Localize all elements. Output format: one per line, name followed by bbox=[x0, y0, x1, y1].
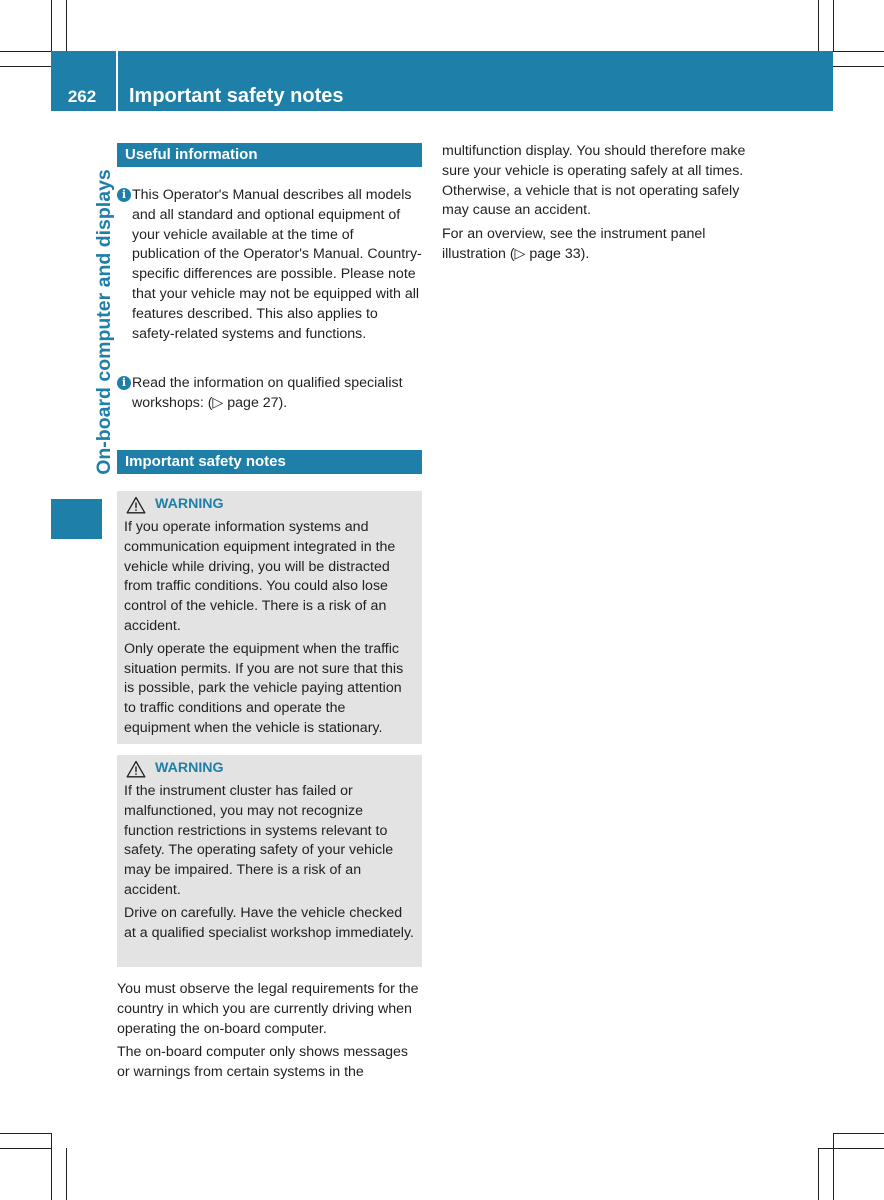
info-note-text: Read the information on qualified specialist workshops: (▷ page 27). bbox=[132, 375, 403, 411]
page-number: 262 bbox=[67, 87, 97, 106]
body-paragraph: For an overview, see the instrument panel illustration (▷ page 33). bbox=[442, 226, 706, 262]
info-icon: i bbox=[117, 188, 131, 202]
crop-mark bbox=[51, 0, 52, 51]
chapter-tab-marker bbox=[51, 499, 102, 539]
warning-header bbox=[124, 759, 415, 779]
crop-mark bbox=[818, 0, 819, 51]
info-note bbox=[117, 374, 423, 414]
crop-mark bbox=[833, 51, 884, 52]
warning-text: If you operate information systems and communication equipment integrated in the vehicle while driving, you will be distracted from traffic conditions. You could also lose control of the vehicle. There is a risk of an accident. bbox=[124, 519, 396, 634]
crop-mark bbox=[833, 0, 834, 51]
warning-text: If the instrument cluster has failed or malfunctioned, you may not recognize function restrictions in systems relevant to safety. The operating safety of your vehicle may be impaired. There is a risk of an accident. bbox=[124, 783, 394, 898]
chapter-side-tab: On-board computer and displays bbox=[93, 169, 115, 475]
info-icon: i bbox=[117, 376, 131, 390]
body-paragraph: You must observe the legal requirements for the country in which you are currently driving when operating the on-board computer. bbox=[117, 981, 419, 1037]
crop-mark bbox=[0, 1148, 51, 1149]
warning-box bbox=[117, 755, 422, 967]
crop-mark bbox=[818, 1148, 884, 1149]
section-heading-useful-information: Useful information bbox=[117, 143, 422, 167]
warning-label: WARNING bbox=[155, 496, 224, 513]
body-paragraph: multifunction display. You should therefore make sure your vehicle is operating safely at all times. Otherwise, a vehicle that is not operating safely may cause an accident. bbox=[442, 143, 746, 219]
warning-text: Drive on carefully. Have the vehicle checked at a qualified specialist workshop immediately. bbox=[124, 904, 414, 941]
page-title: Important safety notes bbox=[129, 85, 344, 107]
info-note-text: This Operator's Manual describes all models and all standard and optional equipment of your vehicle available at the time of publication of the Operator's Manual. Country-specific differences are possible. Please note that your vehicle may not be equipped with all features described. This also applies to safety-related systems and functions. bbox=[132, 187, 422, 342]
crop-mark bbox=[833, 1133, 834, 1200]
crop-mark bbox=[833, 66, 884, 67]
crop-mark bbox=[0, 66, 51, 67]
warning-label: WARNING bbox=[155, 760, 224, 777]
warning-box bbox=[117, 491, 422, 744]
warning-text: Only operate the equipment when the traffic situation permits. If you are not sure that this is possible, park the vehicle paying attention to traffic conditions and operate the equipment when the vehicle is stationary. bbox=[124, 640, 404, 736]
crop-mark bbox=[51, 1133, 52, 1200]
crop-mark bbox=[833, 1133, 884, 1134]
crop-mark bbox=[818, 1148, 819, 1200]
warning-header bbox=[124, 495, 415, 515]
crop-mark bbox=[66, 0, 67, 51]
warning-triangle-icon bbox=[126, 760, 146, 778]
crop-mark bbox=[0, 51, 51, 52]
info-note bbox=[117, 186, 423, 344]
warning-triangle-icon bbox=[126, 496, 146, 514]
header-divider bbox=[116, 51, 118, 111]
crop-mark bbox=[66, 1148, 67, 1200]
body-paragraph: The on-board computer only shows messages or warnings from certain systems in the bbox=[117, 1044, 408, 1080]
section-heading-important-safety-notes: Important safety notes bbox=[117, 450, 422, 474]
crop-mark bbox=[0, 1133, 51, 1134]
